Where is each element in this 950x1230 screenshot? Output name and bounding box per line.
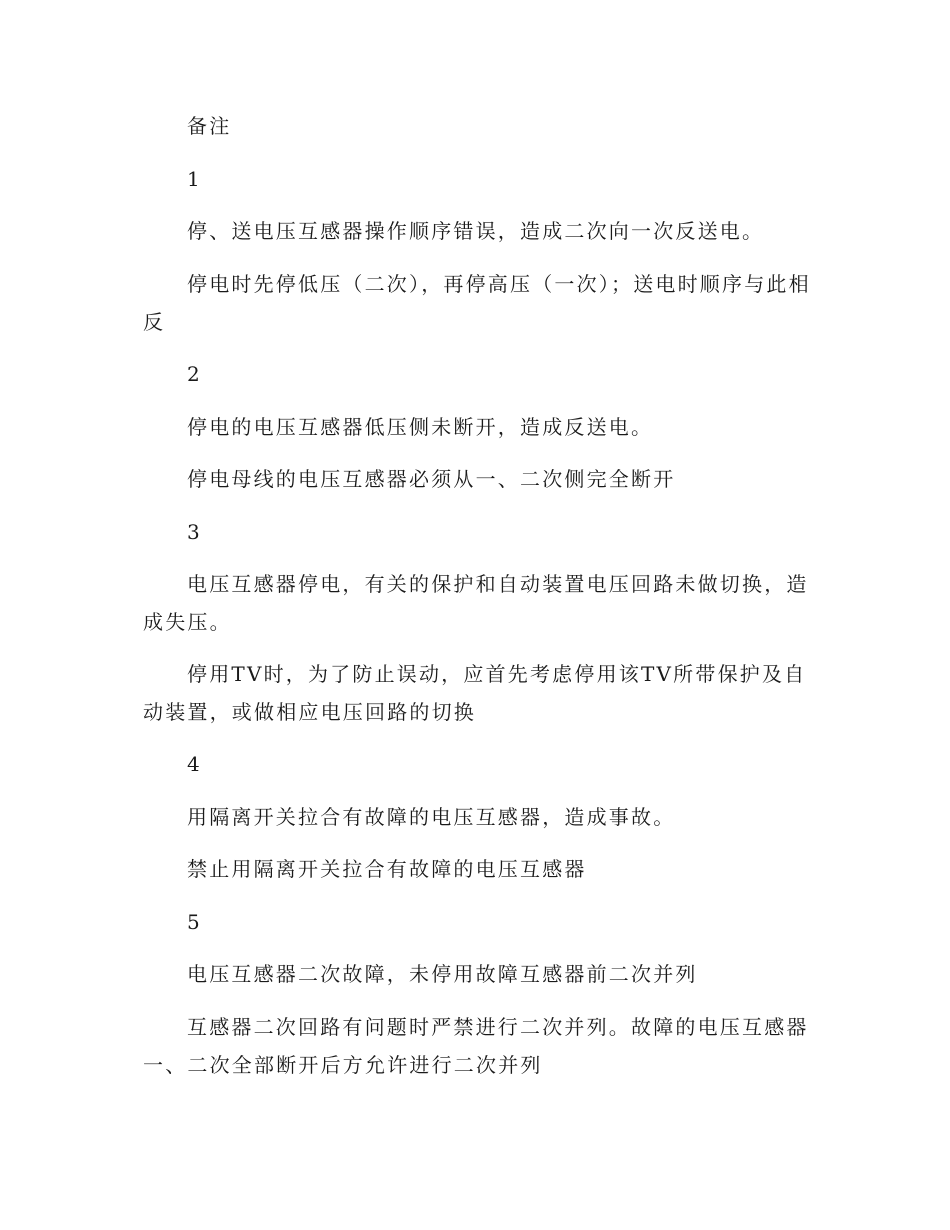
item-problem-1: 停、送电压互感器操作顺序错误，造成二次向一次反送电。	[187, 219, 765, 243]
item-number-3: 3	[187, 520, 202, 544]
item-number-5: 5	[187, 910, 202, 934]
item-problem-3: 电压互感器停电，有关的保护和自动装置电压回路未做切换，造成失压。	[143, 572, 809, 634]
item-measure-1: 停电时先停低压（二次），再停高压（一次）；送电时顺序与此相反	[143, 272, 811, 334]
item-problem-2: 停电的电压互感器低压侧未断开，造成反送电。	[187, 415, 654, 439]
remarks-heading: 备注	[187, 114, 232, 138]
item-problem-5: 电压互感器二次故障，未停用故障互感器前二次并列	[187, 962, 698, 986]
item-number-4: 4	[187, 752, 202, 776]
item-measure-5: 互感器二次回路有问题时严禁进行二次并列。故障的电压互感器一、二次全部断开后方允许进行二次并列	[143, 1015, 809, 1077]
item-measure-2: 停电母线的电压互感器必须从一、二次侧完全断开	[187, 467, 676, 491]
item-problem-4: 用隔离开关拉合有故障的电压互感器，造成事故。	[187, 805, 676, 829]
item-number-1: 1	[187, 167, 202, 191]
item-measure-3: 停用TV时，为了防止误动，应首先考虑停用该TV所带保护及自动装置，或做相应电压回路的切换	[143, 662, 807, 724]
item-measure-4: 禁止用隔离开关拉合有故障的电压互感器	[187, 857, 587, 881]
item-number-2: 2	[187, 362, 202, 386]
